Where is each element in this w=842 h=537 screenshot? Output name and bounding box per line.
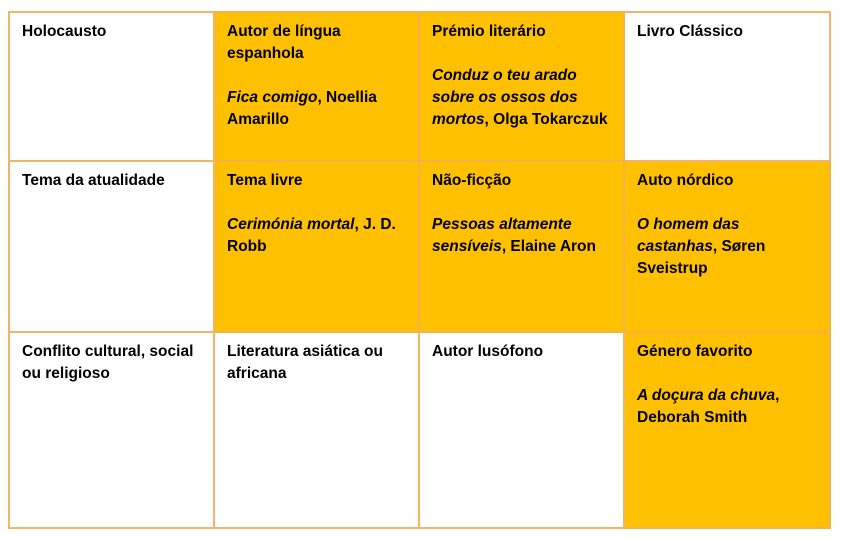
grid-cell-conflito bbox=[9, 332, 214, 528]
grid-cell-literatura-asiatica-africana bbox=[214, 332, 419, 528]
grid-cell-autor-lusofono bbox=[419, 332, 624, 528]
book-author: , Noellia Amarillo bbox=[227, 89, 377, 128]
cell-category: Autor de língua espanhola bbox=[227, 23, 341, 62]
grid-cell-tema-atualidade bbox=[9, 161, 214, 332]
book-author: , Olga Tokarczuk bbox=[484, 111, 608, 128]
cell-category: Livro Clássico bbox=[637, 23, 743, 40]
book-author: , Deborah Smith bbox=[637, 387, 780, 426]
cell-book bbox=[227, 214, 408, 258]
reading-challenge-grid bbox=[8, 11, 831, 529]
cell-category: Tema da atualidade bbox=[22, 172, 165, 189]
book-author: , Elaine Aron bbox=[501, 238, 596, 255]
grid-cell-autor-lingua-espanhola bbox=[214, 12, 419, 161]
book-title: Fica comigo bbox=[227, 89, 318, 106]
grid-cell-auto-nordico bbox=[624, 161, 830, 332]
grid-cell-genero-favorito bbox=[624, 332, 830, 528]
cell-category: Não-ficção bbox=[432, 172, 512, 189]
grid-row bbox=[9, 161, 830, 332]
cell-category: Auto nórdico bbox=[637, 172, 734, 189]
book-author: , Søren Sveistrup bbox=[637, 238, 766, 277]
book-title: Pessoas altamente sensíveis bbox=[432, 216, 572, 255]
book-title: Conduz o teu arado sobre os ossos dos mortos bbox=[432, 67, 578, 128]
cell-book bbox=[637, 214, 819, 280]
grid-cell-holocausto bbox=[9, 12, 214, 161]
grid-cell-livro-classico bbox=[624, 12, 830, 161]
grid-cell-nao-ficcao bbox=[419, 161, 624, 332]
cell-category: Literatura asiática ou africana bbox=[227, 343, 383, 382]
cell-book bbox=[227, 87, 408, 131]
book-author: , J. D. Robb bbox=[227, 216, 396, 255]
cell-category: Tema livre bbox=[227, 172, 303, 189]
cell-book bbox=[432, 214, 613, 258]
cell-book bbox=[432, 65, 613, 131]
cell-category: Género favorito bbox=[637, 343, 753, 360]
grid-row bbox=[9, 12, 830, 161]
book-title: Cerimónia mortal bbox=[227, 216, 355, 233]
cell-category: Autor lusófono bbox=[432, 343, 544, 360]
cell-category: Prémio literário bbox=[432, 23, 546, 40]
grid-row bbox=[9, 332, 830, 528]
grid-cell-tema-livre bbox=[214, 161, 419, 332]
grid-cell-premio-literario bbox=[419, 12, 624, 161]
book-title: O homem das castanhas bbox=[637, 216, 740, 255]
cell-category: Holocausto bbox=[22, 23, 107, 40]
cell-book bbox=[637, 385, 819, 429]
book-title: A doçura da chuva bbox=[637, 387, 776, 404]
cell-category: Conflito cultural, social ou religioso bbox=[22, 343, 194, 382]
